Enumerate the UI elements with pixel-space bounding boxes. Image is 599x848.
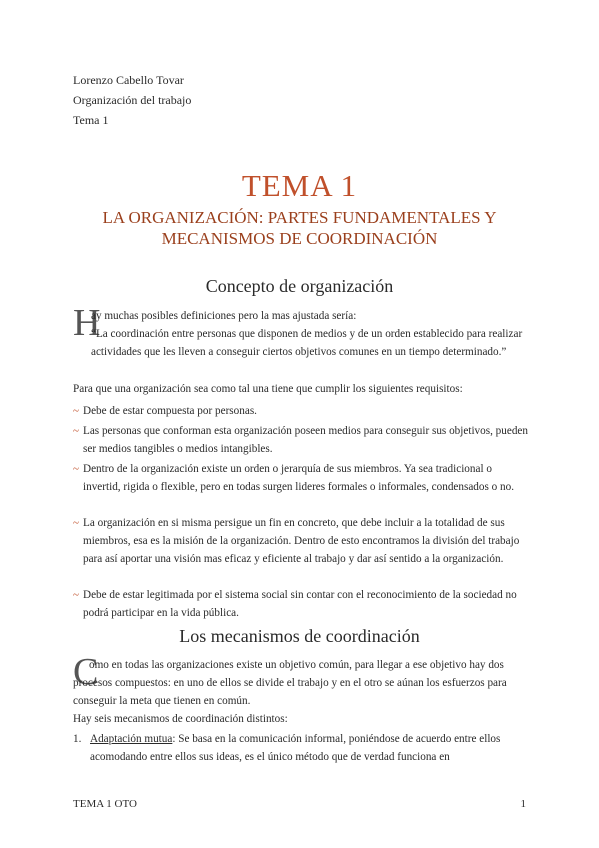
item-number: 1.	[73, 733, 82, 745]
section-heading-mecanismos: Los mecanismos de coordinación	[179, 626, 420, 646]
mechanisms-count: Hay seis mecanismos de coordinación distintos:	[73, 713, 288, 725]
drop-cap: H	[73, 302, 101, 344]
course-name: Organización del trabajo	[73, 93, 192, 107]
section-heading-concepto: Concepto de organización	[205, 276, 394, 296]
page-subtitle: LA ORGANIZACIÓN: PARTES FUNDAMENTALES Y MECANISMOS DE COORDINACIÓN	[102, 208, 497, 248]
bullet-icon: ~	[73, 517, 79, 529]
footer-label: TEMA 1 OTO	[73, 798, 137, 810]
list-item-text: Dentro de la organización existe un orden o jerarquía de sus miembros. Ya sea tradicional o invertid, rigida o flexible, pero en todas surgen lideres formales o informales, condensados o no.	[83, 463, 515, 493]
item-term: Adaptación mutua	[90, 733, 173, 745]
bullet-icon: ~	[73, 425, 79, 437]
list-item-text: Las personas que conforman esta organización poseen medios para conseguir sus objetivos, pueden ser medios tangibles o medios intangibles.	[83, 425, 528, 455]
list-item	[73, 422, 528, 458]
definition-quote-text: “La coordinación entre personas que disponen de medios y de un orden establecido para realizar actividades que les lleven a conseguir ciertos objetivos comunes en un tiempo determinado.”	[91, 328, 523, 358]
coordination-intro-text: omo en todas las organizaciones existe un objetivo común, para llegar a ese objetivo hay dos procesos compuestos: en uno de ellos se divide el trabajo y en el otro se aúnan los esfuerzos para conseguir la meta que tienen en común.	[73, 659, 507, 707]
definition-quote	[73, 325, 528, 361]
coordination-intro	[73, 651, 528, 710]
intro-paragraph	[73, 302, 528, 361]
page-title: TEMA 1	[241, 168, 358, 203]
document-header	[73, 70, 191, 130]
numbered-item	[73, 730, 528, 766]
bullet-icon: ~	[73, 405, 79, 417]
numbered-item-body	[73, 730, 528, 766]
bullet-icon: ~	[73, 589, 79, 601]
list-item-text: Debe de estar compuesta por personas.	[83, 405, 257, 417]
requirements-intro: Para que una organización sea como tal una tiene que cumplir los siguientes requisitos:	[73, 383, 463, 395]
item-text: : Se basa en la comunicación informal, poniéndose de acuerdo entre ellos acomodando entre ellos sus ideas, es el único método que de verdad funciona en	[90, 733, 501, 763]
drop-cap: C	[73, 651, 99, 693]
page-number: 1	[520, 798, 526, 810]
list-item	[73, 514, 528, 568]
intro-first-line: ay muchas posibles definiciones pero la mas ajustada sería:	[91, 310, 357, 322]
bullet-icon: ~	[73, 463, 79, 475]
list-item	[73, 586, 528, 622]
list-item-text: Debe de estar legitimada por el sistema social sin contar con el reconocimiento de la sociedad no podrá participar en la vida pública.	[83, 589, 517, 619]
author-name: Lorenzo Cabello Tovar	[73, 73, 184, 87]
list-item-text: La organización en si misma persigue un fin en concreto, que debe incluir a la totalidad de sus miembros, esa es la misión de la organización. Dentro de esto encontramos la división del trabajo para así aportar una visión mas eficaz y eficiente al trabajo y dar así sentido a la organización.	[83, 517, 520, 565]
topic-label: Tema 1	[73, 113, 109, 127]
list-item	[73, 402, 528, 420]
list-item	[73, 460, 528, 496]
